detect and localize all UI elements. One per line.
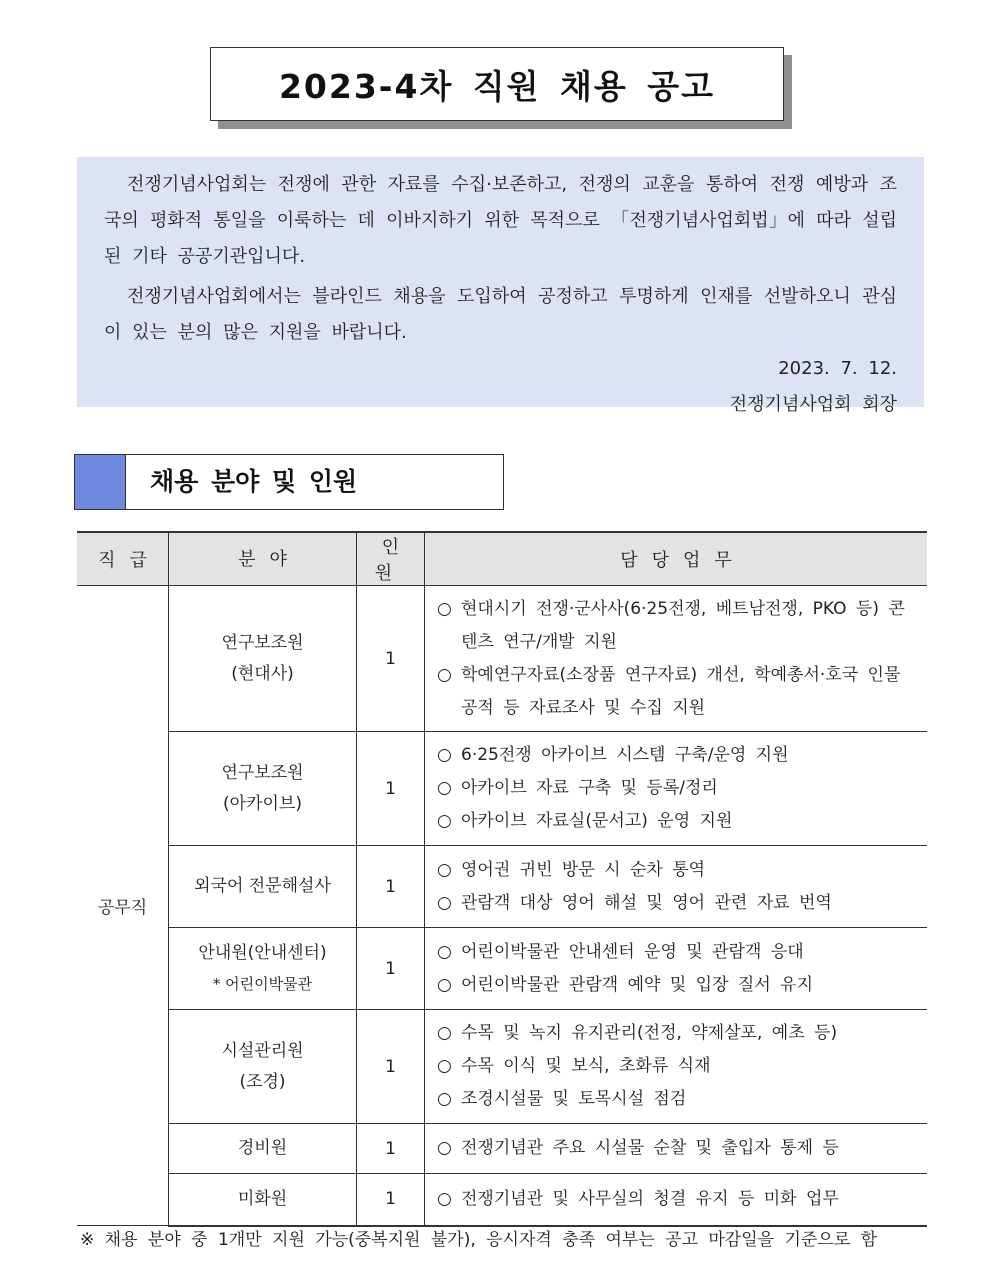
- field-cell: [169, 1010, 357, 1124]
- table-row: [77, 1174, 927, 1226]
- footnote: ※ 채용 분야 중 1개만 지원 가능(중복지원 불가), 응시자격 충족 여부는 공고 마감일을 기준으로 함: [80, 1230, 877, 1250]
- duty-item: [437, 1017, 917, 1050]
- table-row: [77, 1124, 927, 1174]
- duty-item: [437, 969, 917, 1002]
- duty-text: 조경시설물 및 토목시설 점검: [461, 1089, 687, 1109]
- duty-cell: [425, 1124, 928, 1174]
- duty-item: [437, 1183, 917, 1216]
- page-title: 2023-4차 직원 채용 공고: [278, 66, 716, 106]
- intro-box: [77, 157, 924, 415]
- duty-item: [437, 772, 917, 805]
- header-rank: 직급: [77, 532, 169, 586]
- bullet-icon: ○: [437, 745, 452, 765]
- duty-text: 어린이박물관 안내센터 운영 및 관람객 응대: [461, 941, 804, 962]
- field-subname: * 어린이박물관: [212, 974, 313, 993]
- field-cell: [169, 928, 357, 1010]
- table-row: [77, 846, 927, 928]
- bullet-icon: ○: [437, 892, 452, 913]
- bullet-icon: ○: [437, 1138, 452, 1158]
- field-name: 연구보조원: [221, 762, 304, 783]
- duty-text: 현대시기 전쟁·군사사(6·25전쟁, 베트남전쟁, PKO 등) 콘텐츠 연구/개발 지원: [461, 598, 905, 652]
- duty-cell: [425, 928, 928, 1010]
- duty-cell: [425, 1010, 928, 1124]
- intro-paragraph-2: 전쟁기념사업회에서는 블라인드 채용을 도입하여 공정하고 투명하게 인재를 선발하오니 관심이 있는 분의 많은 지원을 바랍니다.: [104, 286, 897, 343]
- duty-item: [437, 805, 917, 838]
- bullet-icon: ○: [437, 664, 452, 685]
- duty-text: 전쟁기념관 및 사무실의 청결 유지 등 미화 업무: [461, 1188, 839, 1209]
- count-cell: 1: [357, 1124, 425, 1174]
- bullet-icon: ○: [437, 598, 452, 619]
- duty-item: [437, 659, 917, 725]
- duty-item: [437, 887, 917, 920]
- duty-cell: [425, 732, 928, 846]
- header-count: 인원: [357, 532, 425, 586]
- notice-date: 2023. 7. 12.: [778, 358, 897, 379]
- duty-item: [437, 739, 917, 772]
- count-cell: 1: [357, 586, 425, 732]
- bullet-icon: ○: [437, 974, 452, 995]
- duty-item: [437, 1083, 917, 1116]
- duty-item: [437, 593, 917, 659]
- bullet-icon: ○: [437, 1188, 452, 1209]
- table-header-row: [77, 532, 927, 586]
- field-cell: [169, 1124, 357, 1174]
- field-cell: [169, 1174, 357, 1226]
- rank-cell: 공무직: [77, 586, 169, 1226]
- table-row: [77, 586, 927, 732]
- section-heading: [74, 454, 504, 510]
- bullet-icon: ○: [437, 1089, 452, 1109]
- duty-text: 아카이브 자료 구축 및 등록/정리: [461, 778, 718, 798]
- section-marker: [75, 455, 126, 509]
- bullet-icon: ○: [437, 1023, 452, 1043]
- table-row: [77, 732, 927, 846]
- title-box: [210, 47, 784, 121]
- duty-cell: [425, 586, 928, 732]
- duty-text: 학예연구자료(소장품 연구자료) 개선, 학예총서·호국 인물 공적 등 자료조사 및 수집 지원: [461, 664, 901, 718]
- field-name: 외국어 전문해설사: [194, 876, 331, 896]
- duty-item: [437, 936, 917, 969]
- field-cell: [169, 732, 357, 846]
- duty-item: [437, 854, 917, 887]
- count-cell: 1: [357, 1174, 425, 1226]
- duty-item: [437, 1132, 917, 1165]
- bullet-icon: ○: [437, 811, 452, 831]
- count-cell: 1: [357, 732, 425, 846]
- count-cell: 1: [357, 928, 425, 1010]
- duty-text: 영어권 귀빈 방문 시 순차 통역: [461, 859, 706, 880]
- field-cell: [169, 846, 357, 928]
- duty-text: 6·25전쟁 아카이브 시스템 구축/운영 지원: [461, 745, 789, 765]
- bullet-icon: ○: [437, 778, 452, 798]
- table-row: [77, 1010, 927, 1124]
- bullet-icon: ○: [437, 941, 452, 962]
- intro-paragraph-1: 전쟁기념사업회는 전쟁에 관한 자료를 수집·보존하고, 전쟁의 교훈을 통하여 전쟁 예방과 조국의 평화적 통일을 이룩하는 데 이바지하기 위한 목적으로 「전쟁기념사업회법」에 따라 설립된 기타 공공기관입니다.: [104, 174, 898, 267]
- field-subname: (현대사): [231, 663, 294, 684]
- duty-text: 관람객 대상 영어 해설 및 영어 관련 자료 번역: [461, 892, 832, 913]
- field-name: 미화원: [237, 1188, 288, 1209]
- bullet-icon: ○: [437, 1056, 452, 1076]
- field-name: 경비원: [237, 1138, 288, 1158]
- duty-text: 수목 이식 및 보식, 초화류 식재: [461, 1056, 711, 1076]
- duty-text: 어린이박물관 관람객 예약 및 입장 질서 유지: [461, 974, 814, 995]
- header-duty: 담당업무: [425, 532, 928, 586]
- section-title: 채용 분야 및 인원: [150, 467, 358, 496]
- field-cell: [169, 586, 357, 732]
- notice-signer: 전쟁기념사업회 회장: [729, 394, 897, 415]
- field-name: 시설관리원: [221, 1040, 304, 1061]
- field-subname: (아카이브): [223, 793, 302, 814]
- duty-text: 수목 및 녹지 유지관리(전정, 약제살포, 예초 등): [461, 1023, 838, 1043]
- bullet-icon: ○: [437, 859, 452, 880]
- field-name: 연구보조원: [221, 632, 304, 653]
- count-cell: 1: [357, 846, 425, 928]
- duty-cell: [425, 846, 928, 928]
- duty-text: 전쟁기념관 주요 시설물 순찰 및 출입자 통제 등: [461, 1138, 839, 1158]
- table-row: [77, 928, 927, 1010]
- duty-cell: [425, 1174, 928, 1226]
- jobs-table: [77, 531, 927, 1227]
- field-subname: (조경): [239, 1071, 286, 1092]
- field-name: 안내원(안내센터): [198, 942, 327, 963]
- duty-item: [437, 1050, 917, 1083]
- count-cell: 1: [357, 1010, 425, 1124]
- duty-text: 아카이브 자료실(문서고) 운영 지원: [461, 811, 733, 831]
- header-field: 분야: [169, 532, 357, 586]
